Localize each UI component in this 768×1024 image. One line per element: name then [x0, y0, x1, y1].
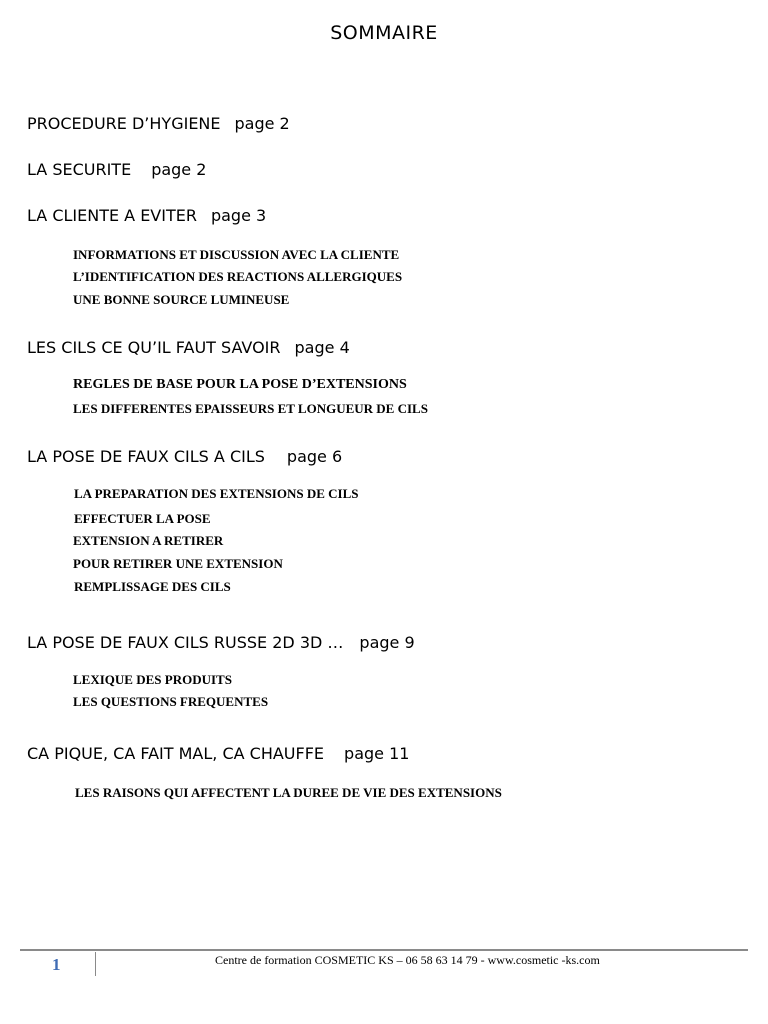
toc-subitem: L’IDENTIFICATION DES REACTIONS ALLERGIQUES	[73, 269, 403, 284]
toc-entry-label: CA PIQUE, CA FAIT MAL, CA CHAUFFE	[27, 744, 325, 763]
toc-entry-page: page 2	[234, 114, 290, 133]
toc-entry-page: page 3	[210, 206, 267, 225]
toc-entry-page: page 9	[359, 633, 415, 652]
toc-entry-page: page 6	[286, 447, 343, 466]
toc-entry-ca-pique	[27, 744, 409, 763]
document-title: SOMMAIRE	[330, 22, 438, 44]
toc-entry-securite	[27, 160, 206, 179]
toc-subitem: LES QUESTIONS FREQUENTES	[73, 694, 269, 709]
toc-subitem: LA PREPARATION DES EXTENSIONS DE CILS	[74, 486, 359, 501]
toc-entry-label: LA POSE DE FAUX CILS A CILS	[27, 447, 265, 466]
toc-subitem: POUR RETIRER UNE EXTENSION	[73, 556, 283, 571]
toc-entry-pose-cils-a-cils	[27, 447, 342, 466]
toc-entry-label: LA CLIENTE A EVITER	[27, 206, 197, 225]
toc-entry-procedure-hygiene	[27, 114, 290, 133]
toc-subitem: EXTENSION A RETIRER	[73, 533, 224, 548]
footer-text: Centre de formation COSMETIC KS – 06 58 63 14 79 - www.cosmetic -ks.com	[215, 953, 600, 967]
footer-vertical-divider	[95, 952, 96, 976]
toc-entry-label: PROCEDURE D’HYGIENE	[27, 114, 221, 133]
toc-subitem: UNE BONNE SOURCE LUMINEUSE	[73, 292, 290, 307]
toc-entry-label: LA SECURITE	[27, 160, 132, 179]
toc-subitem: REMPLISSAGE DES CILS	[74, 579, 231, 594]
toc-entry-label: LA POSE DE FAUX CILS RUSSE 2D 3D …	[27, 633, 344, 652]
toc-subitem: LEXIQUE DES PRODUITS	[73, 672, 232, 687]
toc-entry-label: LES CILS CE QU’IL FAUT SAVOIR	[27, 338, 281, 357]
toc-subitem: INFORMATIONS ET DISCUSSION AVEC LA CLIENTE	[73, 247, 400, 262]
toc-entry-cils-savoir	[27, 338, 350, 357]
toc-subitem: LES RAISONS QUI AFFECTENT LA DUREE DE VIE DES EXTENSIONS	[75, 785, 502, 800]
toc-entry-page: page 4	[294, 338, 350, 357]
toc-entry-pose-russe	[27, 633, 415, 652]
toc-entry-page: page 2	[151, 160, 207, 179]
page-number: 1	[52, 955, 61, 974]
toc-subitem: LES DIFFERENTES EPAISSEURS ET LONGUEUR DE CILS	[73, 401, 428, 416]
toc-entry-page: page 11	[344, 744, 410, 763]
toc-subitem: EFFECTUER LA POSE	[74, 511, 211, 526]
footer-divider	[20, 949, 748, 951]
toc-subitem: REGLES DE BASE POUR LA POSE D’EXTENSIONS	[73, 377, 407, 392]
toc-entry-cliente-a-eviter	[27, 206, 266, 225]
